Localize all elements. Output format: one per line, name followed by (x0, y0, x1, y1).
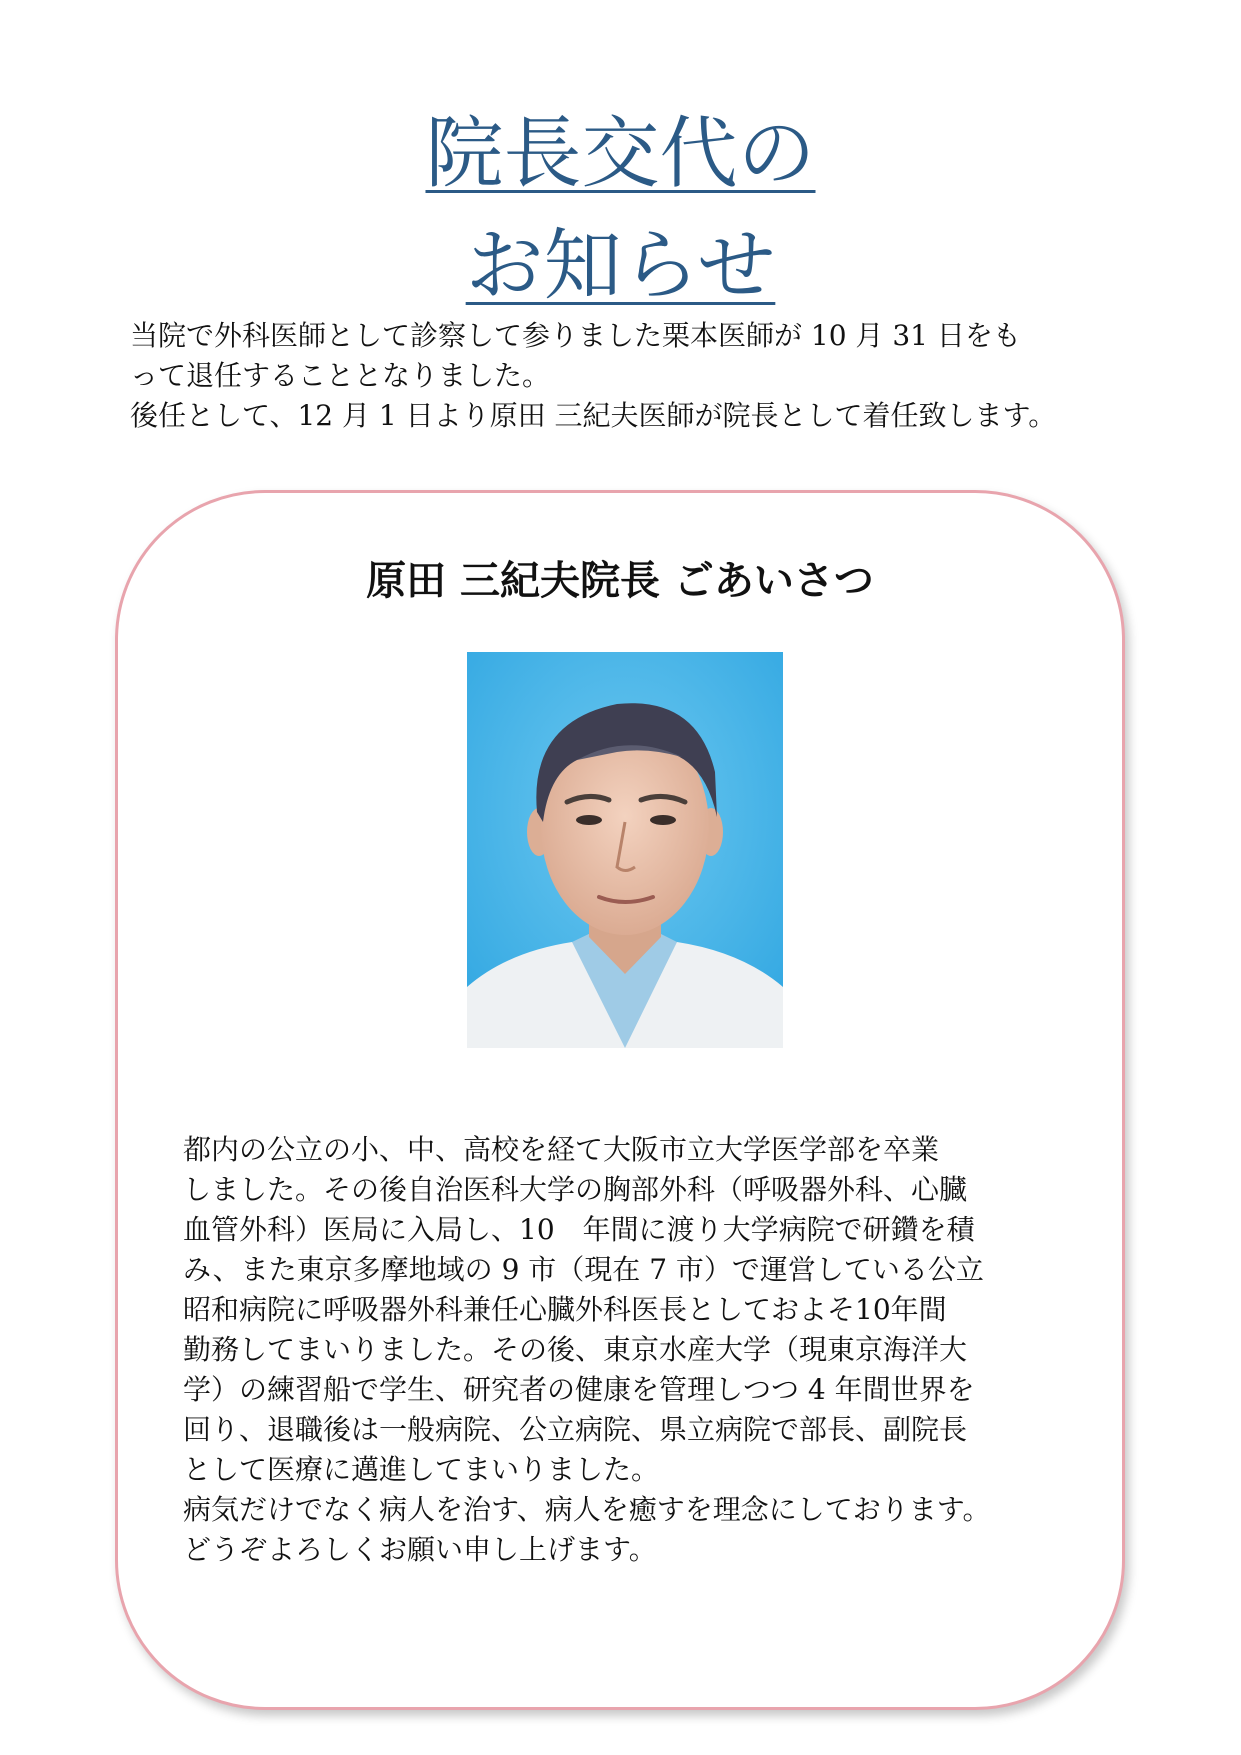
bio-line: 都内の公立の小、中、高校を経て大阪市立大学医学部を卒業 (183, 1133, 940, 1166)
portrait-illustration (467, 652, 783, 1048)
bio-line: 勤務してまいりました。その後、東京水産大学（現東京海洋大 (183, 1333, 968, 1366)
bio-line: 血管外科）医局に入局し、10 年間に渡り大学病院で研鑽を積 (183, 1213, 975, 1246)
bio-line: しました。その後自治医科大学の胸部外科（呼吸器外科、心臓 (183, 1173, 968, 1206)
director-portrait (467, 652, 783, 1048)
intro-line: 後任として、12 月 1 日より原田 三紀夫医師が院長として着任致します。 (130, 399, 1057, 432)
bio-line: として医療に邁進してまいりました。 (183, 1453, 660, 1486)
page-title-line-1: 院長交代の (425, 109, 816, 199)
intro-line: って退任することとなりました。 (130, 359, 551, 392)
bio-line: 学）の練習船で学生、研究者の健康を管理しつつ 4 年間世界を (183, 1373, 975, 1406)
bio-line: み、また東京多摩地域の 9 市（現在 7 市）で運営している公立 (183, 1253, 984, 1286)
intro-text (130, 316, 1130, 436)
greeting-heading: 原田 三紀夫院長 ごあいさつ (366, 558, 874, 604)
bio-line: 回り、退職後は一般病院、公立病院、県立病院で部長、副院長 (183, 1413, 968, 1446)
bio-line: 昭和病院に呼吸器外科兼任心臓外科医長としておよそ10年間 (183, 1293, 947, 1326)
intro-line: 当院で外科医師として診察して参りました栗本医師が 10 月 31 日をも (130, 319, 1021, 352)
director-biography (183, 1130, 1083, 1570)
bio-line: 病気だけでなく病人を治す、病人を癒すを理念にしております。 (183, 1493, 991, 1526)
bio-line: どうぞよろしくお願い申し上げます。 (183, 1533, 657, 1566)
greeting-card (115, 490, 1125, 1710)
page-title-line-2: お知らせ (465, 221, 776, 311)
